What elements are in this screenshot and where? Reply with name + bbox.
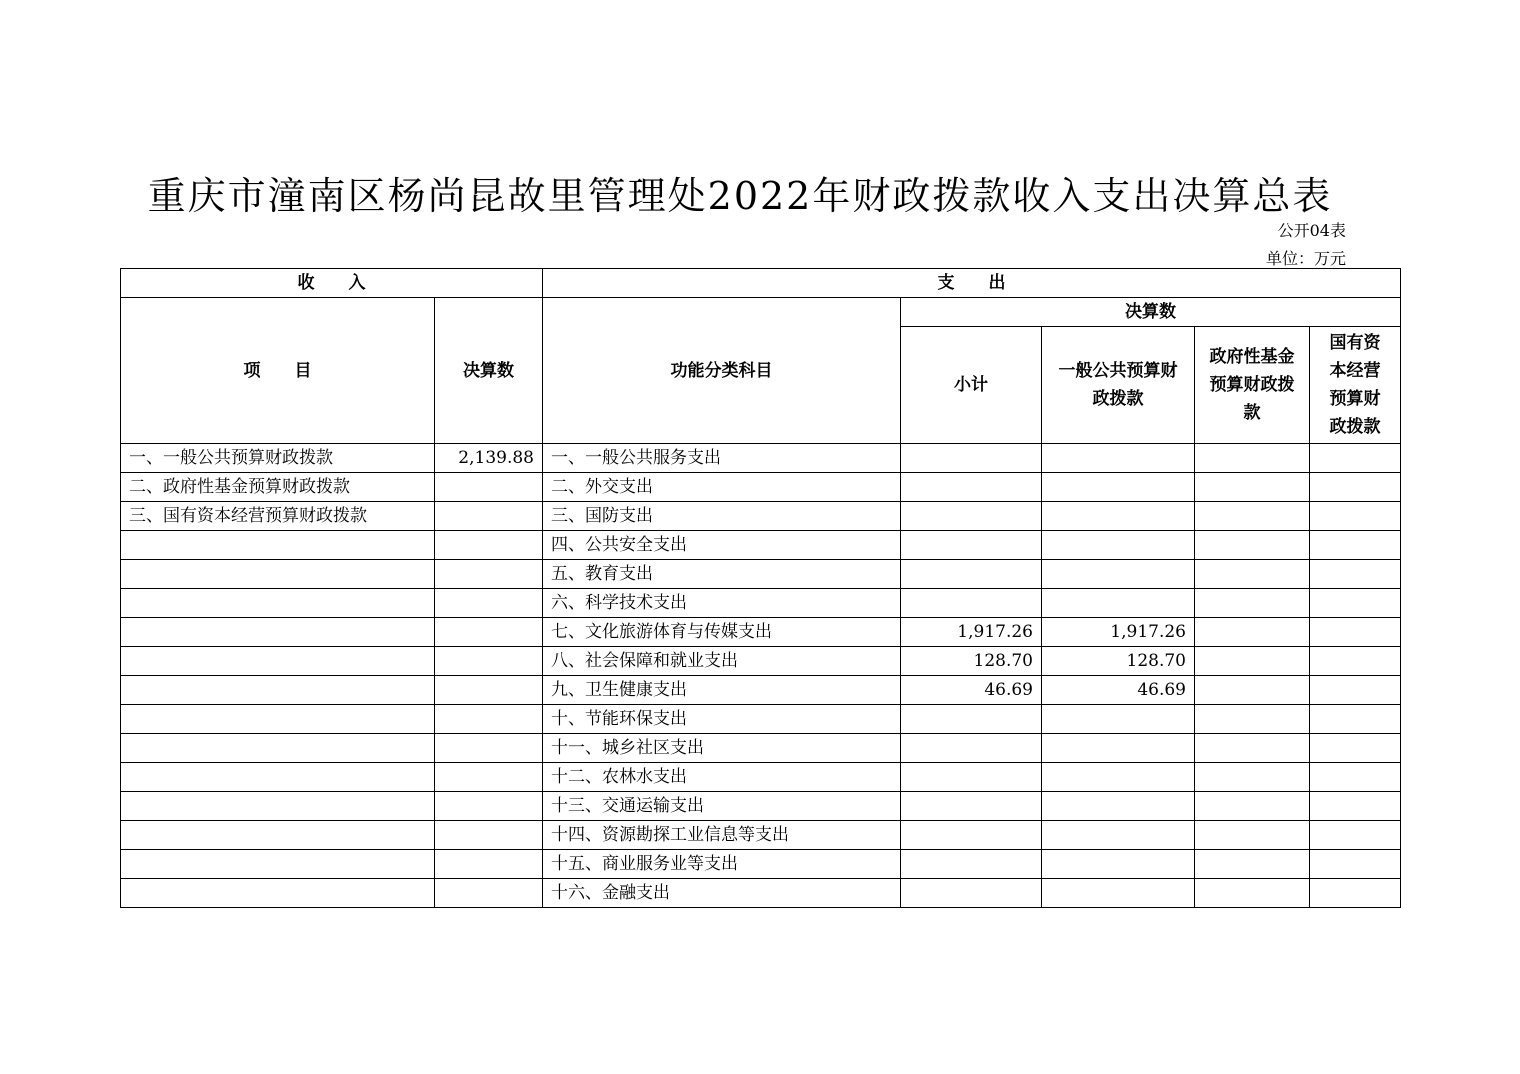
general-budget-cell	[1042, 589, 1195, 618]
income-amount-cell	[435, 850, 543, 879]
table-row	[121, 502, 1401, 531]
gov-fund-cell	[1195, 589, 1310, 618]
subtotal-cell	[901, 502, 1042, 531]
table-row	[121, 821, 1401, 850]
page-title: 重庆市潼南区杨尚昆故里管理处2022年财政拨款收入支出决算总表	[147, 174, 1333, 218]
general-budget-cell: 128.70	[1042, 647, 1195, 676]
expense-item-cell: 二、外交支出	[543, 473, 901, 502]
state-capital-cell	[1310, 850, 1401, 879]
income-item-cell	[121, 705, 435, 734]
state-capital-cell	[1310, 734, 1401, 763]
expense-item-cell: 七、文化旅游体育与传媒支出	[543, 618, 901, 647]
gov-fund-cell	[1195, 763, 1310, 792]
subtotal-header: 小计	[901, 327, 1042, 444]
income-amount-cell	[435, 502, 543, 531]
gov-fund-cell	[1195, 734, 1310, 763]
state-capital-cell	[1310, 589, 1401, 618]
gov-fund-cell	[1195, 821, 1310, 850]
gov-fund-cell	[1195, 560, 1310, 589]
table-row	[121, 734, 1401, 763]
income-amount-cell	[435, 879, 543, 908]
income-item-cell	[121, 734, 435, 763]
income-item-cell	[121, 531, 435, 560]
table-row	[121, 763, 1401, 792]
income-item-cell	[121, 647, 435, 676]
income-item-cell	[121, 792, 435, 821]
income-amount-cell	[435, 792, 543, 821]
income-amount-cell	[435, 647, 543, 676]
income-amount-cell: 2,139.88	[435, 444, 543, 473]
state-capital-cell	[1310, 821, 1401, 850]
general-budget-cell: 1,917.26	[1042, 618, 1195, 647]
subtotal-cell: 128.70	[901, 647, 1042, 676]
table-row	[121, 473, 1401, 502]
table-row	[121, 531, 1401, 560]
income-item-cell	[121, 560, 435, 589]
state-capital-header: 国有资本经营预算财政拨款	[1310, 327, 1401, 444]
state-capital-cell	[1310, 879, 1401, 908]
final-header: 决算数	[901, 298, 1401, 327]
subtotal-cell	[901, 589, 1042, 618]
expense-item-cell: 十五、商业服务业等支出	[543, 850, 901, 879]
unit-label: 单位：万元	[1265, 249, 1346, 268]
income-item-cell	[121, 763, 435, 792]
general-budget-cell	[1042, 763, 1195, 792]
income-amount-cell	[435, 763, 543, 792]
general-budget-cell	[1042, 531, 1195, 560]
expense-item-cell: 三、国防支出	[543, 502, 901, 531]
func-subject-header: 功能分类科目	[543, 298, 901, 444]
income-amount-cell	[435, 531, 543, 560]
table-row	[121, 792, 1401, 821]
gov-fund-cell	[1195, 473, 1310, 502]
general-budget-cell	[1042, 705, 1195, 734]
expense-item-cell: 八、社会保障和就业支出	[543, 647, 901, 676]
expense-item-cell: 一、一般公共服务支出	[543, 444, 901, 473]
state-capital-cell	[1310, 531, 1401, 560]
amount-header: 决算数	[435, 298, 543, 444]
subtotal-cell	[901, 763, 1042, 792]
expense-item-cell: 十三、交通运输支出	[543, 792, 901, 821]
income-item-cell: 二、政府性基金预算财政拨款	[121, 473, 435, 502]
state-capital-cell	[1310, 792, 1401, 821]
gov-fund-cell	[1195, 618, 1310, 647]
gov-fund-cell	[1195, 879, 1310, 908]
subtotal-cell: 1,917.26	[901, 618, 1042, 647]
expense-item-cell: 十六、金融支出	[543, 879, 901, 908]
state-capital-cell	[1310, 502, 1401, 531]
general-budget-cell	[1042, 879, 1195, 908]
income-item-cell: 一、一般公共预算财政拨款	[121, 444, 435, 473]
income-amount-cell	[435, 560, 543, 589]
expense-item-cell: 六、科学技术支出	[543, 589, 901, 618]
subtotal-cell	[901, 792, 1042, 821]
table-row	[121, 589, 1401, 618]
subtotal-cell	[901, 850, 1042, 879]
table-row	[121, 676, 1401, 705]
income-item-cell	[121, 589, 435, 618]
income-item-cell: 三、国有资本经营预算财政拨款	[121, 502, 435, 531]
subtotal-cell	[901, 531, 1042, 560]
expense-item-cell: 四、公共安全支出	[543, 531, 901, 560]
state-capital-cell	[1310, 676, 1401, 705]
subtotal-cell	[901, 560, 1042, 589]
subtotal-cell: 46.69	[901, 676, 1042, 705]
state-capital-cell	[1310, 705, 1401, 734]
income-item-cell	[121, 850, 435, 879]
expense-item-cell: 五、教育支出	[543, 560, 901, 589]
general-budget-header: 一般公共预算财政拨款	[1042, 327, 1195, 444]
income-item-cell	[121, 821, 435, 850]
expense-item-cell: 九、卫生健康支出	[543, 676, 901, 705]
table-row	[121, 850, 1401, 879]
general-budget-cell	[1042, 850, 1195, 879]
table-code: 公开04表	[1277, 221, 1346, 240]
header-row-2	[121, 298, 1401, 327]
general-budget-cell	[1042, 444, 1195, 473]
expense-header: 支 出	[543, 269, 1401, 298]
state-capital-cell	[1310, 560, 1401, 589]
expense-item-cell: 十二、农林水支出	[543, 763, 901, 792]
general-budget-cell: 46.69	[1042, 676, 1195, 705]
subtotal-cell	[901, 705, 1042, 734]
state-capital-cell	[1310, 618, 1401, 647]
gov-fund-cell	[1195, 676, 1310, 705]
income-amount-cell	[435, 734, 543, 763]
item-header: 项 目	[121, 298, 435, 444]
gov-fund-cell	[1195, 850, 1310, 879]
income-amount-cell	[435, 821, 543, 850]
general-budget-cell	[1042, 502, 1195, 531]
income-item-cell	[121, 676, 435, 705]
budget-table	[120, 268, 1401, 908]
header-row-1	[121, 269, 1401, 298]
table-row	[121, 560, 1401, 589]
gov-fund-cell	[1195, 531, 1310, 560]
gov-fund-cell	[1195, 792, 1310, 821]
general-budget-cell	[1042, 734, 1195, 763]
income-amount-cell	[435, 473, 543, 502]
subtotal-cell	[901, 879, 1042, 908]
general-budget-cell	[1042, 473, 1195, 502]
state-capital-cell	[1310, 444, 1401, 473]
gov-fund-cell	[1195, 502, 1310, 531]
gov-fund-cell	[1195, 705, 1310, 734]
income-amount-cell	[435, 589, 543, 618]
expense-item-cell: 十、节能环保支出	[543, 705, 901, 734]
subtotal-cell	[901, 821, 1042, 850]
gov-fund-cell	[1195, 444, 1310, 473]
gov-fund-cell	[1195, 647, 1310, 676]
table-row	[121, 879, 1401, 908]
state-capital-cell	[1310, 763, 1401, 792]
table-row	[121, 647, 1401, 676]
state-capital-cell	[1310, 473, 1401, 502]
state-capital-cell	[1310, 647, 1401, 676]
income-amount-cell	[435, 676, 543, 705]
table-row	[121, 705, 1401, 734]
gov-fund-header: 政府性基金预算财政拨款	[1195, 327, 1310, 444]
subtotal-cell	[901, 734, 1042, 763]
income-item-cell	[121, 618, 435, 647]
general-budget-cell	[1042, 792, 1195, 821]
expense-item-cell: 十一、城乡社区支出	[543, 734, 901, 763]
expense-item-cell: 十四、资源勘探工业信息等支出	[543, 821, 901, 850]
general-budget-cell	[1042, 821, 1195, 850]
subtotal-cell	[901, 444, 1042, 473]
table-row	[121, 444, 1401, 473]
table-row	[121, 618, 1401, 647]
general-budget-cell	[1042, 560, 1195, 589]
subtotal-cell	[901, 473, 1042, 502]
income-amount-cell	[435, 705, 543, 734]
income-header: 收 入	[121, 269, 543, 298]
income-item-cell	[121, 879, 435, 908]
income-amount-cell	[435, 618, 543, 647]
